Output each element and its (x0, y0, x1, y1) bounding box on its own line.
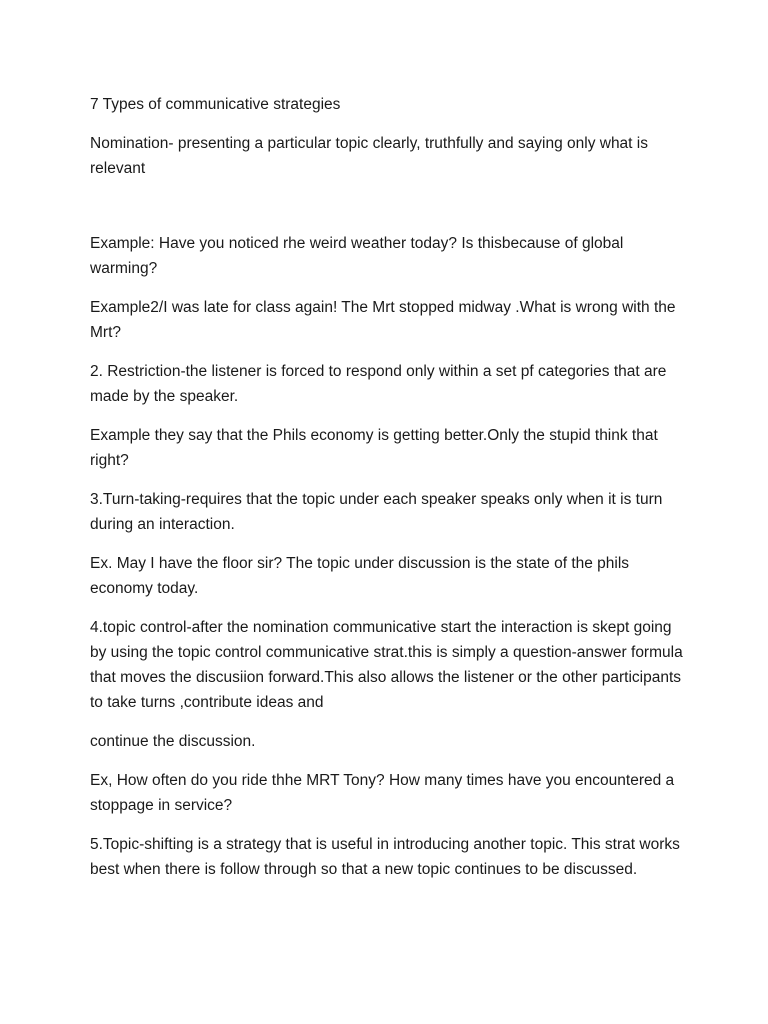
paragraph-example-1: Example: Have you noticed rhe weird weather today? Is thisbecause of global warming? (90, 235, 624, 277)
paragraph-turn-taking-example: Ex. May I have the floor sir? The topic under discussion is the state of the phils economy today. (90, 555, 630, 597)
paragraph-topic-control-continued: continue the discussion. (90, 733, 256, 750)
paragraph-turn-taking: 3.Turn-taking-requires that the topic under each speaker speaks only when it is turn during an interaction. (90, 491, 663, 533)
paragraph-topic-control-example: Ex, How often do you ride thhe MRT Tony? How many times have you encountered a stoppage in service? (90, 772, 675, 814)
paragraph-topic-shifting: 5.Topic-shifting is a strategy that is useful in introducing another topic. This strat works best when there is follow through so that a new topic continues to be discussed. (90, 836, 680, 878)
paragraph-example-2: Example2/I was late for class again! The Mrt stopped midway .What is wrong with the Mrt? (90, 299, 676, 341)
paragraph-topic-control: 4.topic control-after the nomination communicative start the interaction is skept going by using the topic control communicative strat.this is simply a question-answer formula that moves the discusiion forward.This also allows the listener or the other participants to take turns ,contribute ideas and (90, 619, 683, 711)
paragraph-restriction-example: Example they say that the Phils economy is getting better.Only the stupid think that right? (90, 427, 658, 469)
document-title: 7 Types of communicative strategies (90, 96, 341, 113)
document-body (90, 92, 690, 896)
paragraph-nomination: Nomination- presenting a particular topic clearly, truthfully and saying only what is relevant (90, 135, 648, 177)
paragraph-restriction: 2. Restriction-the listener is forced to respond only within a set pf categories that are made by the speaker. (90, 363, 667, 405)
